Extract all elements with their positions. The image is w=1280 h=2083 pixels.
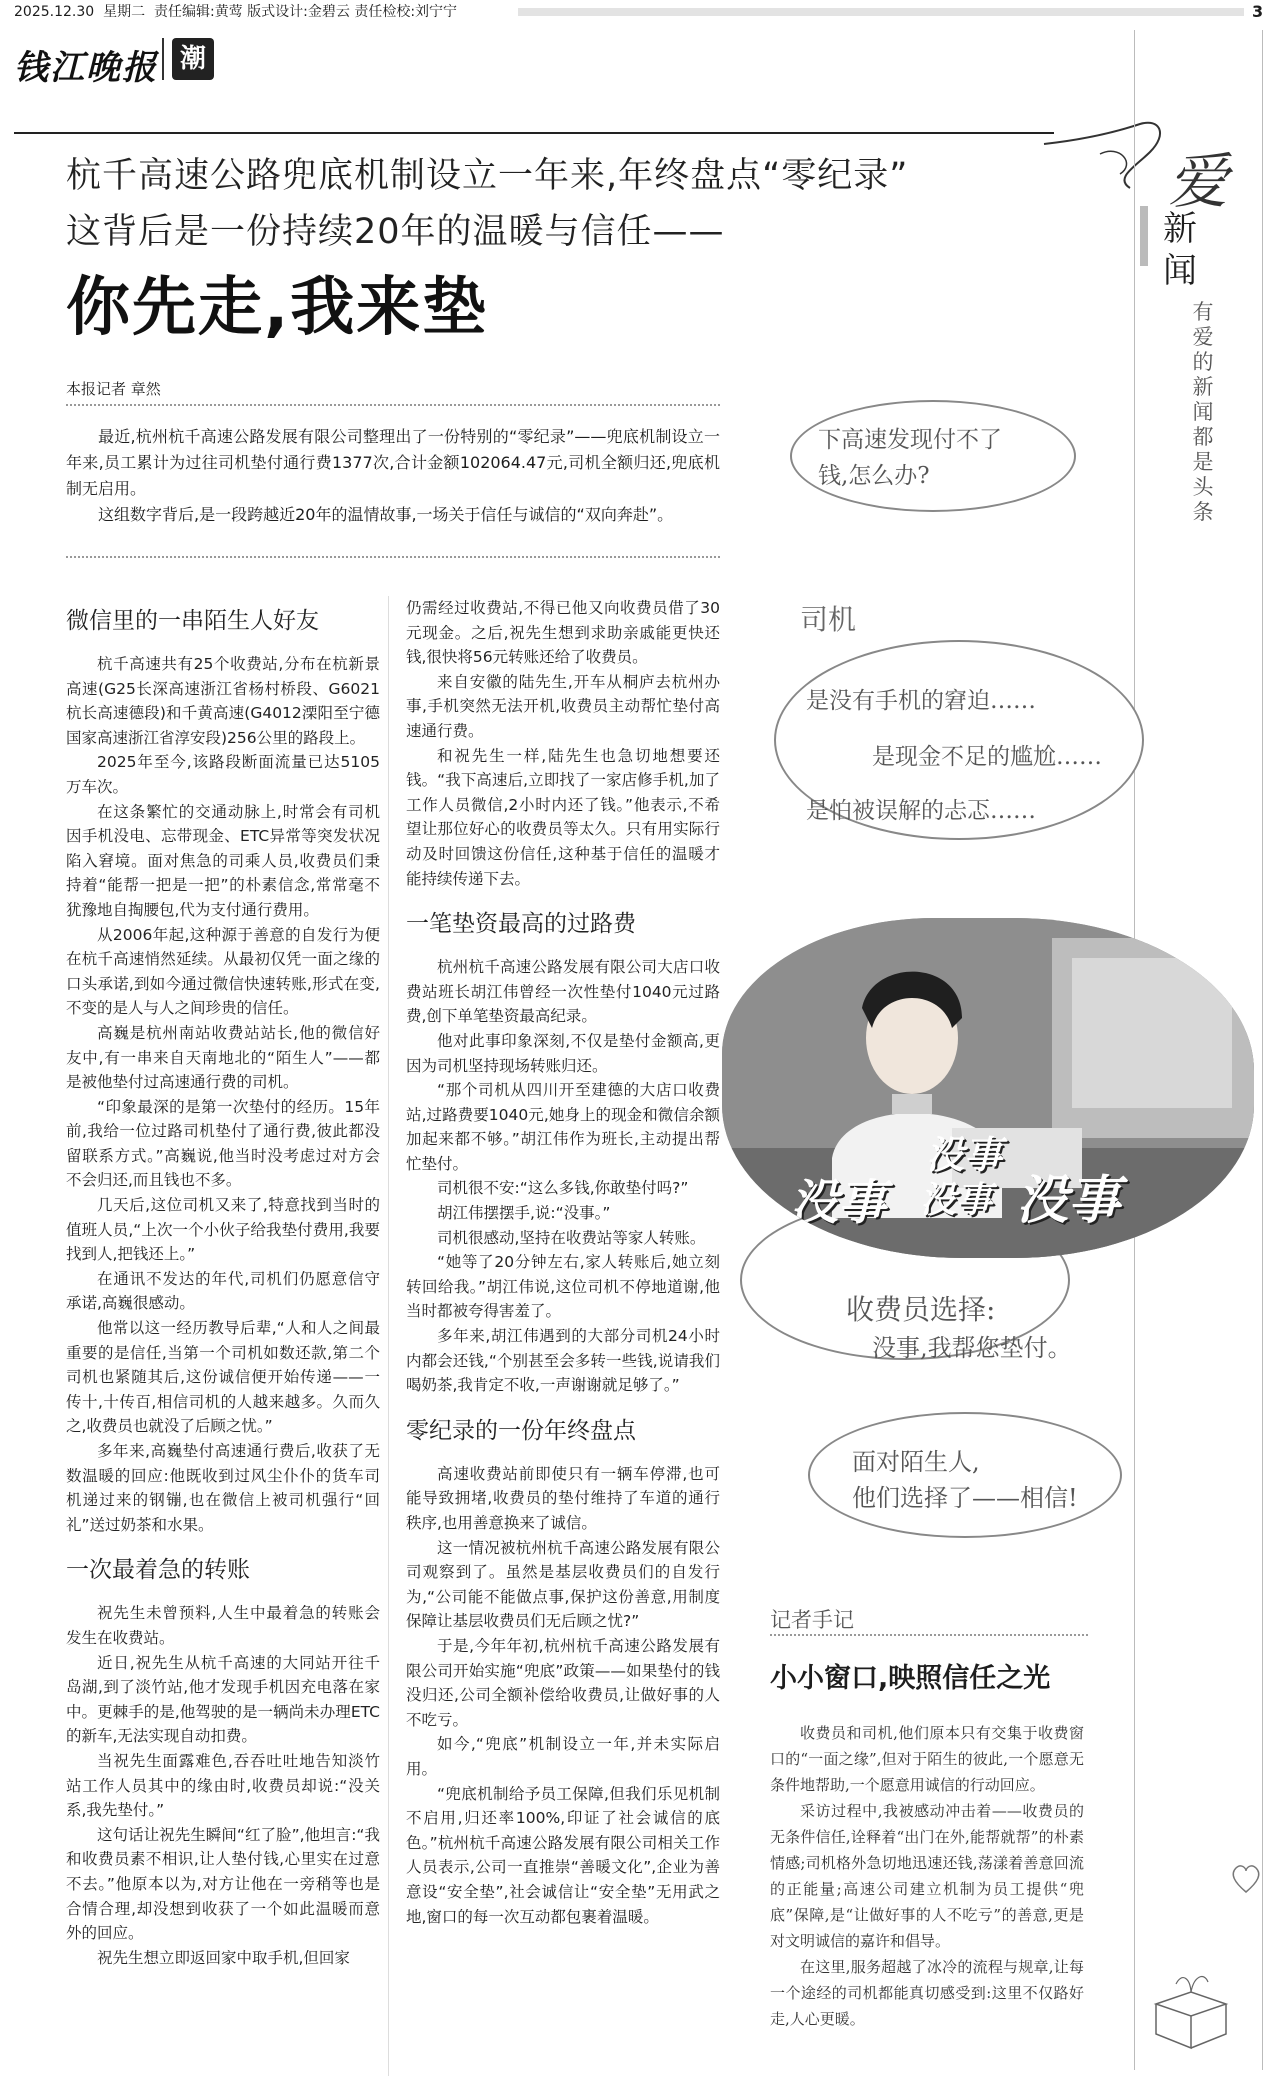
speech-bubble-driver <box>774 640 1144 840</box>
lead-bottom-rule <box>66 556 720 558</box>
body-paragraph: 从2006年起,这种源于善意的自发行为便在杭千高速悄然延续。从最初仅凭一面之缘的口头承诺,到如今通过微信快速转账,形式在变,不变的是人与人之间珍贵的信任。 <box>66 925 380 1018</box>
section-heading: 一次最着急的转账 <box>66 1557 250 1584</box>
headline-block <box>66 148 1026 350</box>
masthead-meta <box>14 0 457 24</box>
logo-text: 钱江晚报 <box>14 48 158 88</box>
body-paragraph: 和祝先生一样,陆先生也急切地想要还钱。“我下高速后,立即找了一家店修手机,加了工作人员微信,2小时内还了钱。”他表示,不希望让那位好心的收费员等太久。只有用实际行动及时回馈这份信任,这种基于信任的温暖才能持续传递下去。 <box>406 746 720 888</box>
speech-bubble-question <box>790 400 1076 512</box>
editor-credits: 责任编辑:黄莺 版式设计:金碧云 责任检校:刘宁宁 <box>153 4 458 20</box>
body-paragraph: 近日,祝先生从杭千高速的大同站开往千岛湖,到了淡竹站,他才发现手机因充电落在家中。更棘手的是,他驾驶的是一辆尚未办理ETC的新车,无法实现自动扣费。 <box>66 1653 380 1746</box>
body-paragraph: “她等了20分钟左右,家人转账后,她立刻转回给我。”胡江伟说,这位司机不停地道谢,他当时都被夸得害羞了。 <box>406 1253 720 1321</box>
newspaper-logo <box>14 34 214 88</box>
body-paragraph: 多年来,胡江伟遇到的大部分司机24小时内都会还钱,“个别甚至会多转一些钱,说请我们喝奶茶,我肯定不收,一声谢谢就足够了。” <box>406 1327 720 1395</box>
bubble-text: 他们选择了——相信! <box>852 1484 1078 1512</box>
body-paragraph: 高巍是杭州南站收费站站长,他的微信好友中,有一串来自天南地北的“陌生人”——都是被他垫付过高速通行费的司机。 <box>66 1023 380 1092</box>
headline-main: 你先走,我来垫 <box>66 271 489 345</box>
lead-paragraphs <box>66 424 720 528</box>
column-divider <box>388 596 389 2076</box>
body-paragraph: 如今,“兜底”机制设立一年,并未实际启用。 <box>406 1735 720 1778</box>
body-paragraph: “那个司机从四川开至建德的大店口收费站,过路费要1040元,她身上的现金和微信余额加起来都不够。”胡江伟作为班长,主动提出帮忙垫付。 <box>406 1081 720 1173</box>
body-paragraph: 多年来,高巍垫付高速通行费后,收获了无数温暖的回应:他既收到过风尘仆仆的货车司机递过来的钢镚,也在微信上被司机强行“回礼”送过奶茶和水果。 <box>66 1442 380 1534</box>
section-heading: 零纪录的一份年终盘点 <box>406 1417 636 1444</box>
body-paragraph: 仍需经过收费站,不得已他又向收费员借了30元现金。之后,祝先生想到求助亲戚能更快还钱,很快将56元转账还给了收费员。 <box>406 599 720 667</box>
body-paragraph: 于是,今年年初,杭州杭千高速公路发展有限公司开始实施“兜底”政策——如果垫付的钱没归还,公司全额补偿给收费员,让做好事的人不吃亏。 <box>406 1636 720 1729</box>
notebook-rule <box>770 1634 1088 1636</box>
body-paragraph: 2025年至今,该路段断面流量已达5105万车次。 <box>66 753 380 796</box>
notebook-label: 记者手记 <box>770 1608 854 1632</box>
body-paragraph: 胡江伟摆摆手,说:“没事。” <box>437 1204 611 1223</box>
body-paragraph: 几天后,这位司机又来了,特意找到当时的值班人员,“上次一个小伙子给我垫付费用,我要找到人,把钱还上。” <box>66 1196 380 1264</box>
sidebar-tag-bar <box>1140 206 1148 266</box>
bubble-text: 是没有手机的窘迫…… <box>806 688 1036 714</box>
top-bar <box>0 0 1280 24</box>
logo-separator <box>162 38 164 80</box>
gift-box-icon <box>1146 1964 1236 2054</box>
headline-line-1: 杭千高速公路兜底机制设立一年来,年终盘点“零纪录” <box>66 156 909 196</box>
issue-date: 2025.12.30 <box>14 4 95 20</box>
bubble-text: 下高速发现付不了 <box>818 427 1002 453</box>
body-paragraph: 当祝先生面露难色,吞吞吐吐地告知淡竹站工作人员其中的缘由时,收费员却说:“没关系,我先垫付。” <box>66 1751 380 1820</box>
notebook-body <box>770 1720 1084 2032</box>
sidebar-right-rule <box>1262 30 1263 2070</box>
bubble-text: 没事,我帮您垫付。 <box>872 1334 1072 1362</box>
article-column-1 <box>66 596 380 1970</box>
body-paragraph: 在通讯不发达的年代,司机们仍愿意信守承诺,高巍很感动。 <box>66 1269 380 1313</box>
section-heading: 一笔垫资最高的过路费 <box>406 911 636 938</box>
bubble-text: 面对陌生人, <box>852 1448 980 1476</box>
body-paragraph: 杭千高速共有25个收费站,分布在杭新景高速(G25长深高速浙江省杨村桥段、G6021杭长高速德段)和千黄高速(G4012溧阳至宁德国家高速浙江省淳安段)256公里的路段上。 <box>66 655 380 747</box>
body-paragraph: 祝先生想立即返回家中取手机,但回家 <box>97 1948 350 1967</box>
section-badge: 潮 <box>172 38 214 80</box>
photo-credit: AI制图 <box>1172 1231 1214 1247</box>
heart-icon <box>1226 1858 1266 1898</box>
byline: 本报记者 章然 <box>66 380 161 398</box>
notebook-title: 小小窗口,映照信任之光 <box>770 1663 1051 1694</box>
body-paragraph: 高速收费站前即使只有一辆车停滞,也可能导致拥堵,收费员的垫付维持了车道的通行秩序,也用善意换来了诚信。 <box>406 1464 720 1532</box>
body-paragraph: 这句话让祝先生瞬间“红了脸”,他坦言:“我和收费员素不相识,让人垫付钱,心里实在过意不去。”他原本以为,对方让他在一旁稍等也是合情合理,却没想到收获了一个如此温暖而意外的回应。 <box>66 1825 380 1943</box>
notebook-paragraph: 在这里,服务超越了冰冷的流程与规章,让每一个途经的司机都能真切感受到:这里不仅路好走,人心更暖。 <box>770 1958 1084 2028</box>
headline-rule <box>14 132 1054 134</box>
lead-paragraph: 最近,杭州杭千高速公路发展有限公司整理出了一份特别的“零纪录”——兜底机制设立一年来,员工累计为过往司机垫付通行费1377次,合计金额102064.47元,司机全额归还,兜底机制无启用。 <box>66 427 720 498</box>
body-paragraph: 他常以这一经历教导后辈,“人和人之间最重要的是信任,当第一个司机如数还款,第二个司机也紧随其后,这份诚信便开始传递——一传十,十传百,相信司机的人越来越多。久而久之,收费员也就没了后顾之忧。” <box>66 1319 380 1436</box>
driver-label: 司机 <box>800 603 857 636</box>
body-paragraph: 这一情况被杭州杭千高速公路发展有限公司观察到了。虽然是基层收费员们的自发行为,“公司能不能做点事,保护这份善意,用制度保障让基层收费员们无后顾之忧?” <box>406 1538 720 1631</box>
body-paragraph: 来自安徽的陆先生,开车从桐庐去杭州办事,手机突然无法开机,收费员主动帮忙垫付高速通行费。 <box>406 672 720 740</box>
bubble-text: 收费员选择: <box>846 1293 996 1326</box>
page-number: 3 <box>1252 2 1264 21</box>
sidebar-tag: 新闻 <box>1163 209 1197 291</box>
toll-booth-illustration <box>722 918 1254 1258</box>
body-paragraph: “印象最深的是第一次垫付的经历。15年前,我给一位过路司机垫付了通行费,彼此都没留联系方式。”高巍说,他当时没考虑过对方会不会归还,而且钱也不多。 <box>66 1097 380 1190</box>
section-heading: 微信里的一串陌生人好友 <box>66 608 319 634</box>
caption-word: 没事 <box>920 1180 993 1221</box>
body-paragraph: “兜底机制给予员工保障,但我们乐见机制不启用,归还率100%,印证了社会诚信的底色。”杭州杭千高速公路发展有限公司相关工作人员表示,公司一直推崇“善暖文化”,企业为善意设“安全垫”,社会诚信让“安全垫”无用武之地,窗口的每一次互动都包裹着温暖。 <box>406 1784 720 1926</box>
header-grey-rule <box>518 8 1244 16</box>
body-paragraph: 司机很不安:“这么多钱,你敢垫付吗?” <box>437 1179 689 1198</box>
body-paragraph: 杭州杭千高速公路发展有限公司大店口收费站班长胡江伟曾经一次性垫付1040元过路费,创下单笔垫资最高纪录。 <box>406 958 720 1026</box>
body-paragraph: 祝先生未曾预料,人生中最着急的转账会发生在收费站。 <box>66 1604 380 1647</box>
body-paragraph: 他对此事印象深刻,不仅是垫付金额高,更因为司机坚持现场转账归还。 <box>406 1031 720 1075</box>
caption-word: 没事 <box>790 1175 887 1231</box>
bubble-text: 钱,怎么办? <box>818 463 930 489</box>
notebook-paragraph: 收费员和司机,他们原本只有交集于收费窗口的“一面之缘”,但对于陌生的彼此,一个愿意无条件地帮助,一个愿意用诚信的行动回应。 <box>770 1724 1084 1794</box>
notebook-paragraph: 采访过程中,我被感动冲击着——收费员的无条件信任,诠释着“出门在外,能帮就帮”的朴素情感;司机格外急切地迅速还钱,荡漾着善意回流的正能量;高速公司建立机制为员工提供“兜底”保障,是“让做好事的人不吃亏”的善意,更是对文明诚信的嘉许和倡导。 <box>770 1802 1084 1950</box>
lead-paragraph: 这组数字背后,是一段跨越近20年的温情故事,一场关于信任与诚信的“双向奔赴”。 <box>98 505 674 524</box>
bubble-text: 是现金不足的尴尬…… <box>872 744 1102 770</box>
section-word-ai: 爱 <box>1168 147 1228 217</box>
speech-bubble-answer <box>808 1412 1122 1538</box>
article-column-2 <box>406 596 720 1929</box>
lead-top-rule <box>66 404 720 406</box>
bubble-text: 是怕被误解的忐忑…… <box>806 798 1036 824</box>
caption-word: 没事 <box>926 1133 1003 1177</box>
issue-weekday: 星期二 <box>103 4 146 20</box>
sidebar-slogan: 有爱的新闻 都是头条 <box>1192 300 1214 524</box>
headline-line-2: 这背后是一份持续20年的温暖与信任—— <box>66 212 725 252</box>
caption-word: 没事 <box>1016 1171 1121 1231</box>
body-paragraph: 司机很感动,坚持在收费站等家人转账。 <box>437 1228 706 1247</box>
body-paragraph: 在这条繁忙的交通动脉上,时常会有司机因手机没电、忘带现金、ETC异常等突发状况陷入窘境。面对焦急的司乘人员,收费员们秉持着“能帮一把是一把”的朴素信念,常常毫不犹豫地自掏腰包,代为支付通行费用。 <box>66 802 380 919</box>
